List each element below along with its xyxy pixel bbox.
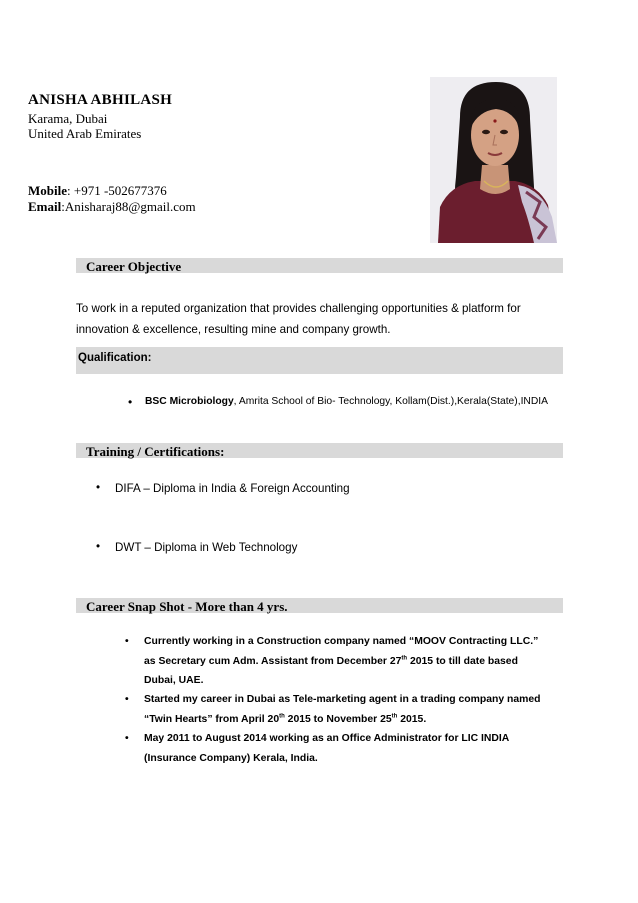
email-value: :Anisharaj88@gmail.com (61, 199, 196, 214)
address-line-2: United Arab Emirates (28, 126, 142, 141)
training-item-text: DWT – Diploma in Web Technology (115, 541, 298, 554)
qualification-heading-bar (76, 347, 563, 374)
career-item-line: (Insurance Company) Kerala, India. (144, 752, 318, 764)
career-item-line: May 2011 to August 2014 working as an Office Administrator for LIC INDIA (144, 733, 510, 744)
training-heading-bar (76, 443, 563, 458)
career-item-line: Currently working in a Construction company named “MOOV Contracting LLC.” (144, 636, 539, 647)
career-item-line: “Twin Hearts” from April 20th 2015 to November 25th 2015. (144, 713, 427, 725)
qualification-heading: Qualification: (78, 352, 152, 364)
mobile-value: : +971 -502677376 (67, 183, 167, 198)
email-label: Email (28, 199, 62, 214)
bullet-icon: • (125, 636, 129, 647)
career-snapshot-heading-bar (76, 598, 563, 613)
career-snapshot-heading: Career Snap Shot - More than 4 yrs. (86, 599, 288, 614)
mobile-label: Mobile (28, 183, 67, 198)
mobile-line (28, 183, 167, 199)
career-item-line: as Secretary cum Adm. Assistant from December 27th 2015 to till date based (144, 655, 518, 667)
career-objective-line-1: To work in a reputed organization that provides challenging opportunities & platform for (76, 302, 521, 315)
career-objective-line-2: innovation & excellence, resulting mine and company growth. (76, 323, 391, 336)
bullet-icon: • (96, 540, 101, 553)
career-objective-heading-bar (76, 258, 563, 273)
candidate-name: ANISHA ABHILASH (28, 92, 173, 108)
bullet-icon: • (125, 733, 129, 744)
profile-photo (430, 77, 557, 243)
qualification-degree: BSC Microbiology (145, 396, 234, 407)
bullet-icon: • (125, 694, 129, 705)
career-objective-heading: Career Objective (86, 259, 182, 274)
bullet-icon: • (128, 395, 133, 409)
training-item-text: DIFA – Diploma in India & Foreign Accounting (115, 482, 350, 495)
bullet-icon: • (96, 481, 101, 494)
career-item-line: Started my career in Dubai as Tele-marketing agent in a trading company named (144, 694, 541, 705)
qualification-detail: , Amrita School of Bio- Technology, Kollam(Dist.),Kerala(State),INDIA (233, 396, 549, 407)
career-objective-text (76, 298, 566, 340)
career-item-line: Dubai, UAE. (144, 675, 204, 686)
profile-photo-icon (430, 77, 557, 243)
address-line-1: Karama, Dubai (28, 111, 108, 126)
email-line (28, 199, 196, 215)
training-heading: Training / Certifications: (86, 444, 225, 459)
